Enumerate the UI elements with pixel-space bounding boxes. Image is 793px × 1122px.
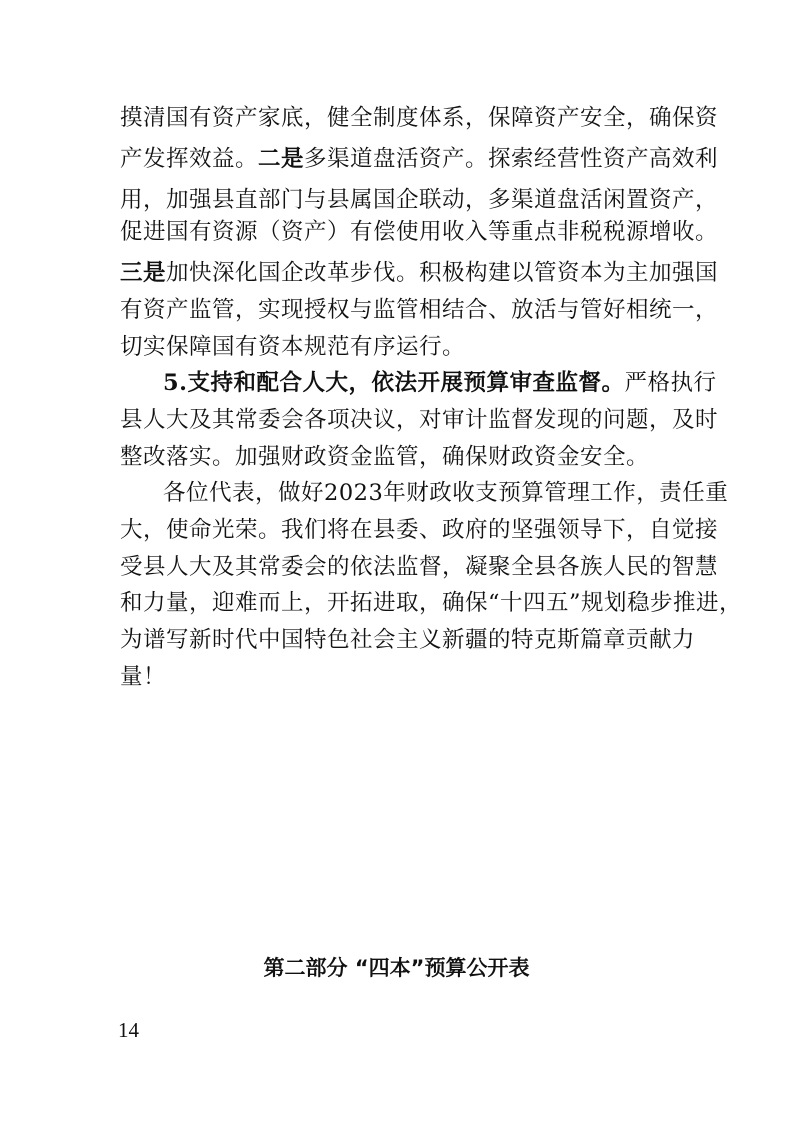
paragraph-line [120, 662, 166, 692]
line-text: 和力量，迎难而上，开拓进取，确保“十四五”规划稳步推进， [120, 590, 743, 616]
paragraph-line [120, 552, 718, 582]
paragraph-line [120, 217, 718, 247]
line-text: 县人大及其常委会各项决议，对审计监督发现的问题，及时 [120, 407, 719, 433]
line-text: 受县人大及其常委会的依法监督，凝聚全县各族人民的智慧 [120, 554, 719, 580]
paragraph-line [120, 625, 695, 655]
paragraph-line [120, 103, 718, 133]
line-text: 用，加强县直部门与县属国企联动，多渠道盘活闲置资产， [120, 187, 719, 213]
paragraph-line [120, 332, 465, 362]
line-text: 为谱写新时代中国特色社会主义新疆的特克斯篇章贡献力 [120, 627, 696, 653]
paragraph-line [120, 515, 718, 545]
paragraph-line [120, 258, 718, 288]
line-text: 切实保障国有资本规范有序运行。 [120, 334, 466, 360]
page-number: 14 [118, 1018, 139, 1042]
line-text: 产发挥效益。 [120, 146, 259, 172]
paragraph-line [120, 144, 718, 174]
line-text: 加快深化国企改革步伐。积极构建以管资本为主加强国 [166, 260, 719, 286]
line-text: 多渠道盘活资产。探索经营性资产高效利 [304, 146, 719, 172]
paragraph-line [163, 368, 717, 398]
item-heading: 5.支持和配合人大，依法开展预算审查监督。 [163, 370, 625, 396]
line-text: 促进国有资源（资产）有偿使用收入等重点非税税源增收。 [120, 219, 719, 245]
line-text: 大，使命光荣。我们将在县委、政府的坚强领导下，自觉接 [120, 517, 719, 543]
line-text: 各位代表，做好2023年财政收支预算管理工作，责任重 [163, 480, 729, 506]
paragraph-line [163, 478, 728, 508]
paragraph-line [120, 588, 742, 618]
line-text: 严格执行 [624, 370, 717, 396]
line-text: 量！ [120, 664, 167, 690]
paragraph-line [120, 295, 718, 325]
emphasis-text: 三是 [120, 260, 167, 286]
paragraph-line [120, 405, 718, 435]
emphasis-text: 二是 [258, 146, 305, 172]
line-text: 整改落实。加强财政资金监管，确保财政资金安全。 [120, 444, 650, 470]
line-text: 摸清国有资产家底，健全制度体系，保障资产安全，确保资 [120, 105, 719, 131]
line-text: 有资产监管，实现授权与监管相结合、放活与管好相统一， [120, 297, 719, 323]
paragraph-line [120, 442, 649, 472]
paragraph-line [120, 185, 718, 215]
section-title: 第二部分 “四本”预算公开表 [263, 956, 530, 980]
